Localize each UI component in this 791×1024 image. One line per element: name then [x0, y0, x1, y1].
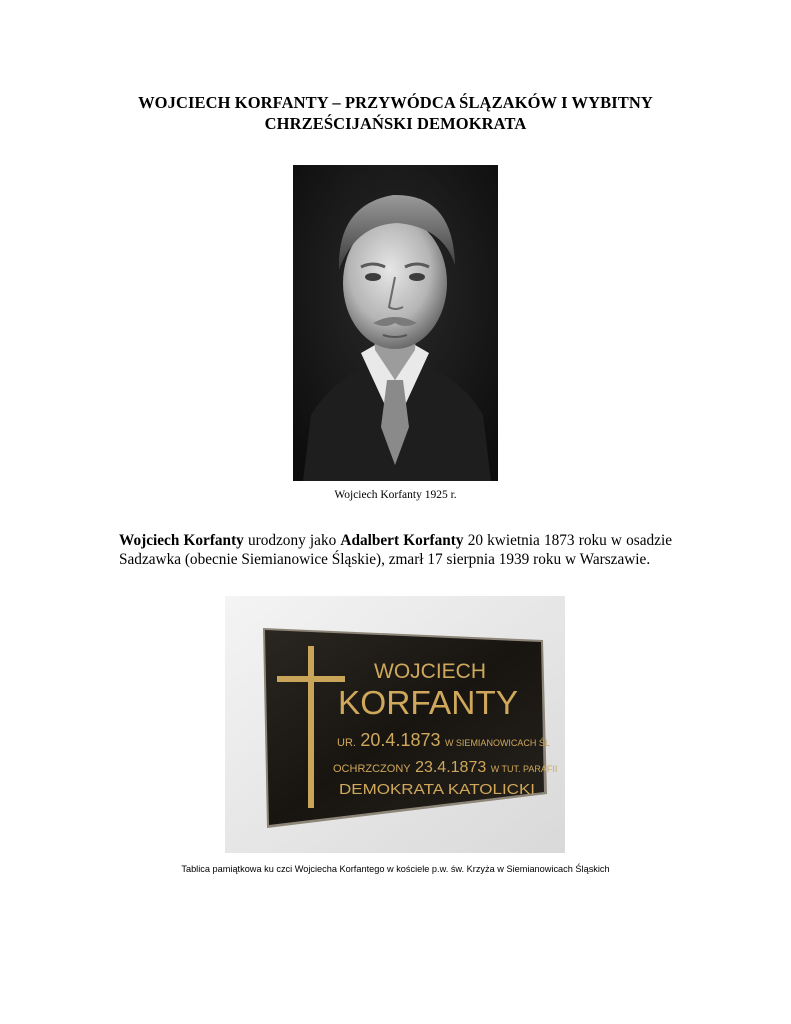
plaque-line-2: KORFANTY [338, 684, 518, 721]
page-title [95, 92, 696, 134]
plaque-baptism-place: W TUT. PARAFII [490, 764, 558, 774]
intro-paragraph [119, 531, 672, 569]
title-line-1: WOJCIECH KORFANTY – PRZYWÓDCA ŚLĄZAKÓW I WYBITNY [138, 93, 653, 112]
plaque-caption: Tablica pamiątkowa ku czci Wojciecha Korfantego w kościele p.w. św. Krzyża w Siemianowicach Śląskich [181, 864, 610, 874]
plaque-baptism-label: OCHRZCZONY [333, 763, 411, 775]
name-wojciech: Wojciech Korfanty [119, 532, 244, 549]
plaque-baptism-date: 23.4.1873 [415, 759, 487, 776]
memorial-plaque-photo [225, 596, 565, 853]
portrait-caption: Wojciech Korfanty 1925 r. [334, 489, 457, 501]
name-adalbert: Adalbert Korfanty [340, 532, 464, 549]
portrait-illustration [293, 165, 498, 481]
plaque-line-1: WOJCIECH [374, 660, 486, 683]
title-line-2: CHRZEŚCIJAŃSKI DEMOKRATA [264, 114, 527, 133]
plaque-line-5: DEMOKRATA KATOLICKI [339, 781, 535, 798]
plaque-birth-place: W SIEMIANOWICACH ŚL [444, 738, 550, 748]
portrait-photo [293, 165, 498, 481]
paragraph-text-1: urodzony jako [243, 532, 341, 549]
plaque-illustration [225, 596, 565, 853]
plaque-birth-prefix: UR. [337, 737, 356, 749]
paragraph-text-2: 20 kwietnia 1873 roku w osadzie Sadzawka (obecnie Siemianowice Śląskie), zmarł 17 sierpnia 1939 roku w Warszawie. [119, 532, 672, 568]
plaque-birth-date: 20.4.1873 [360, 730, 441, 750]
